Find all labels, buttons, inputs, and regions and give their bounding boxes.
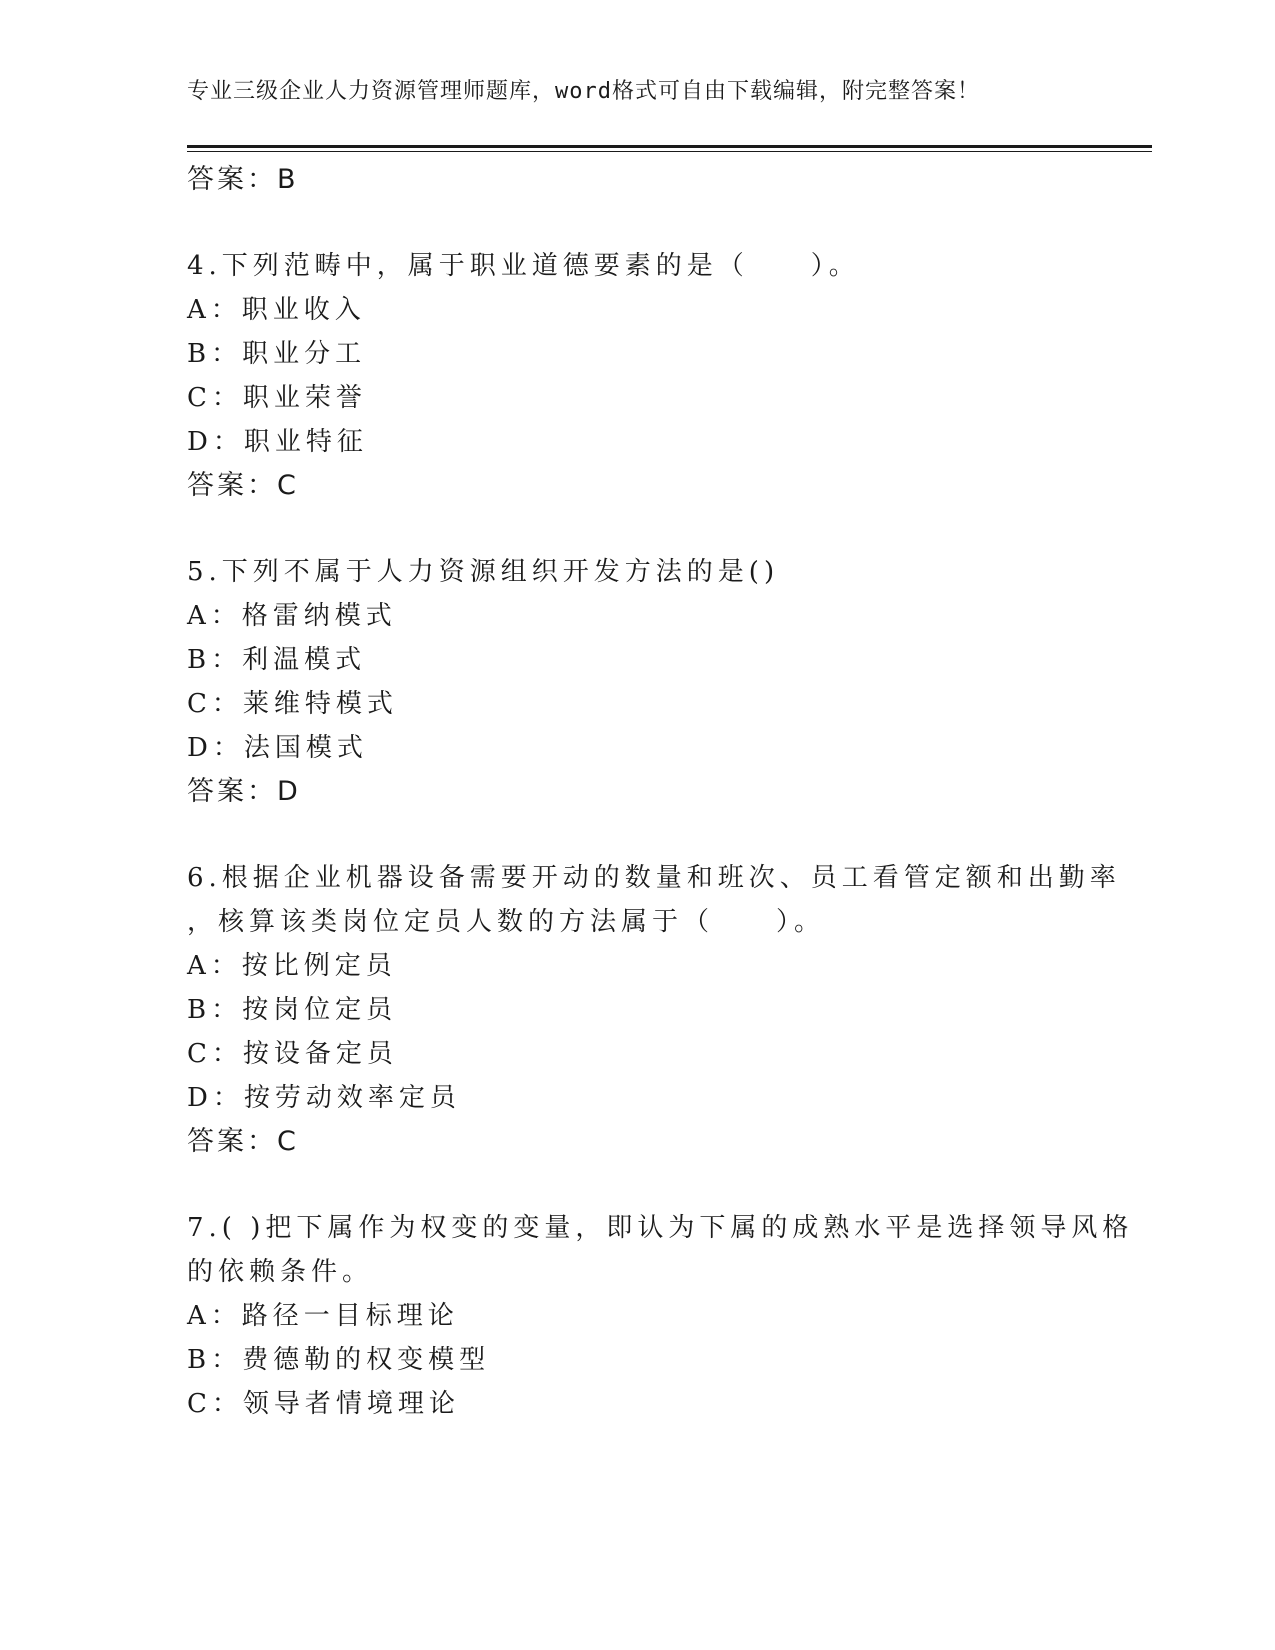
q6-option-a: A：按比例定员: [187, 951, 397, 981]
q5-option-a: A：格雷纳模式: [187, 601, 397, 631]
answer-3: 答案：B: [187, 164, 299, 195]
question-7-line-2: 的依赖条件。: [187, 1257, 374, 1287]
q6-option-c: C：按设备定员: [187, 1039, 398, 1069]
question-5: 5.下列不属于人力资源组织开发方法的是(): [187, 557, 780, 587]
q6-option-b: B：按岗位定员: [187, 995, 398, 1025]
question-6-line-2: ，核算该类岗位定员人数的方法属于（ ）。: [187, 907, 826, 937]
answer-4: 答案：C: [187, 470, 299, 501]
page-header: 专业三级企业人力资源管理师题库，word格式可自由下载编辑，附完整答案！: [187, 79, 980, 104]
answer-5: 答案：D: [187, 776, 301, 807]
header-divider-thin: [187, 151, 1152, 152]
q4-option-d: D：职业特征: [187, 427, 368, 457]
q5-option-c: C：莱维特模式: [187, 689, 398, 719]
header-divider-thick: [187, 145, 1152, 148]
q7-option-b: B：费德勒的权变模型: [187, 1345, 491, 1375]
question-6-line-1: 6.根据企业机器设备需要开动的数量和班次、员工看管定额和出勤率: [187, 863, 1121, 893]
question-4: 4.下列范畴中，属于职业道德要素的是（ ）。: [187, 251, 860, 281]
question-7-line-1: 7.( )把下属作为权变的变量，即认为下属的成熟水平是选择领导风格: [187, 1213, 1134, 1243]
q5-option-d: D：法国模式: [187, 733, 368, 763]
q6-option-d: D：按劳动效率定员: [187, 1083, 461, 1113]
q4-option-a: A：职业收入: [187, 295, 366, 325]
answer-6: 答案：C: [187, 1126, 299, 1157]
q5-option-b: B：利温模式: [187, 645, 367, 675]
q4-option-b: B：职业分工: [187, 339, 367, 369]
q7-option-c: C：领导者情境理论: [187, 1389, 460, 1419]
q4-option-c: C：职业荣誉: [187, 383, 367, 413]
q7-option-a: A：路径一目标理论: [187, 1301, 459, 1331]
